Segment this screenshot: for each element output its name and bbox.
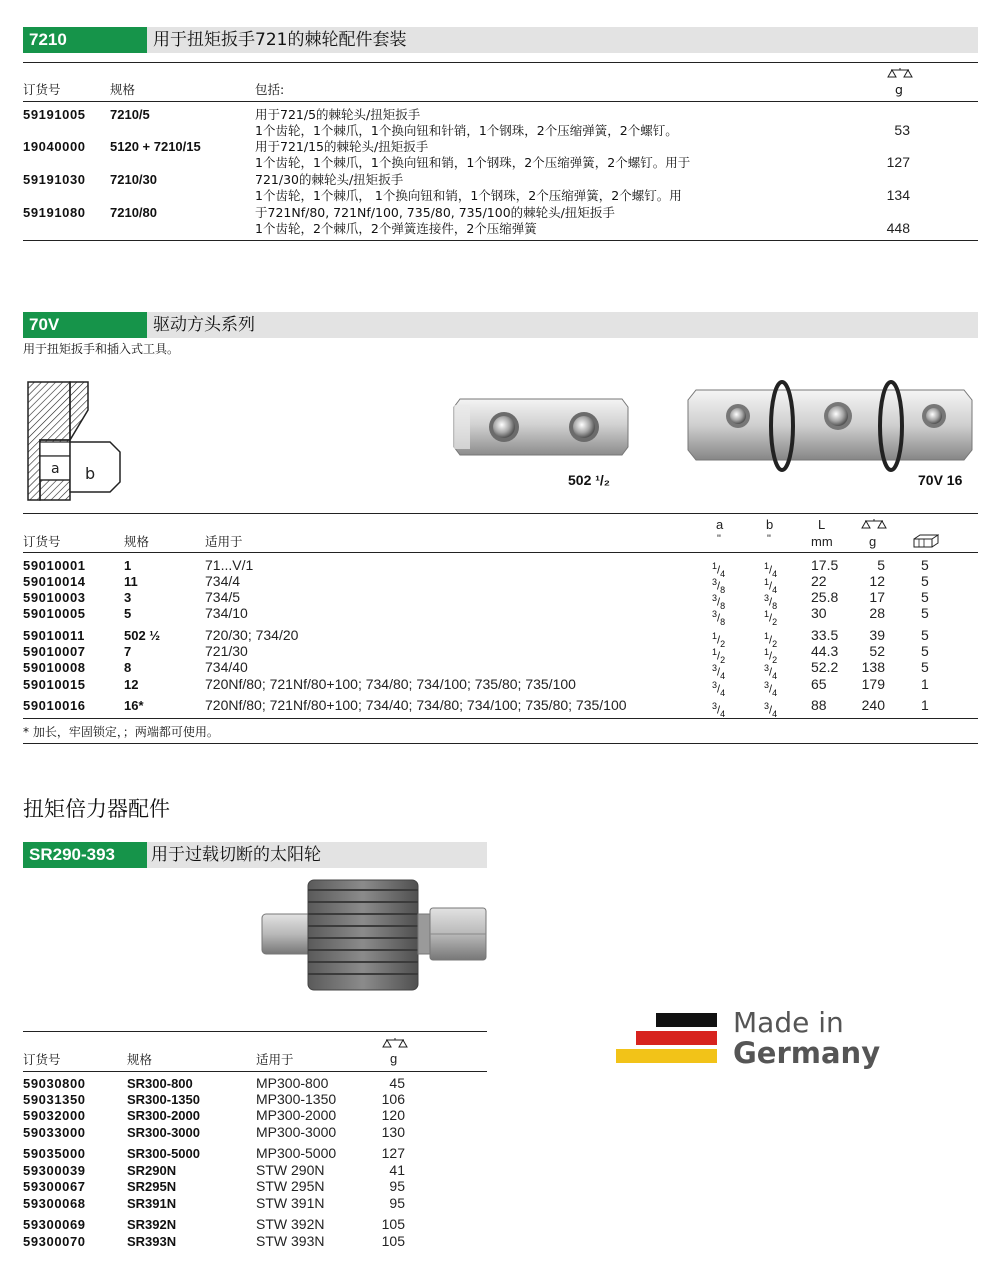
weight: 5 bbox=[877, 557, 885, 573]
table-end-rule bbox=[23, 240, 978, 241]
length-mm: 17.5 bbox=[811, 557, 839, 573]
spec: 5 bbox=[124, 606, 132, 621]
spec: 16* bbox=[124, 698, 144, 713]
spec: SR290N bbox=[127, 1163, 177, 1178]
fraction-denominator: 8 bbox=[720, 584, 726, 595]
spec: 11 bbox=[124, 574, 138, 589]
weight: 41 bbox=[389, 1162, 405, 1178]
weight: 95 bbox=[389, 1195, 405, 1211]
weight: 39 bbox=[869, 627, 885, 643]
fits-models: 71...V/1 bbox=[205, 557, 254, 573]
fraction-numerator: 3 bbox=[712, 701, 718, 711]
scale-icon bbox=[382, 1037, 408, 1050]
order-number: 59010016 bbox=[23, 698, 86, 713]
weight: 130 bbox=[381, 1124, 405, 1140]
fraction-slash: / bbox=[717, 704, 721, 717]
order-number: 59032000 bbox=[23, 1108, 86, 1123]
fraction-denominator: 4 bbox=[772, 708, 778, 719]
header-rule bbox=[23, 513, 978, 514]
fraction-numerator: 3 bbox=[764, 593, 770, 603]
includes-line: 1个齿轮，2个棘爪，2个弹簧连接件，2个压缩弹簧 bbox=[255, 221, 537, 236]
col-weight-header: g bbox=[390, 1051, 398, 1066]
weight: 138 bbox=[861, 659, 885, 675]
order-number: 19040000 bbox=[23, 139, 86, 154]
fraction-slash: / bbox=[769, 612, 773, 625]
spec: SR300-5000 bbox=[127, 1146, 200, 1161]
header-rule bbox=[23, 62, 978, 63]
fraction-slash: / bbox=[769, 596, 773, 609]
section-code: 7210 bbox=[23, 27, 147, 53]
weight: 120 bbox=[381, 1107, 405, 1123]
fraction-slash: / bbox=[717, 683, 721, 696]
spec: 7210/30 bbox=[110, 172, 157, 187]
fits-models: STW 290N bbox=[256, 1162, 325, 1178]
spec: SR300-1350 bbox=[127, 1092, 200, 1107]
col-spec-header: 规格 bbox=[110, 82, 136, 97]
fraction-slash: / bbox=[717, 634, 721, 647]
order-number: 59010007 bbox=[23, 644, 86, 659]
pack-qty: 5 bbox=[921, 627, 929, 643]
weight: 179 bbox=[861, 676, 885, 692]
order-number: 59035000 bbox=[23, 1146, 86, 1161]
pack-qty: 1 bbox=[921, 676, 929, 692]
col-b-unit: " bbox=[767, 533, 771, 545]
fraction-slash: / bbox=[769, 564, 773, 577]
fraction-denominator: 4 bbox=[772, 568, 778, 579]
diagram-label-b: b bbox=[85, 464, 96, 483]
fraction-a bbox=[712, 606, 725, 630]
order-number: 59010008 bbox=[23, 660, 86, 675]
spec: SR393N bbox=[127, 1234, 177, 1249]
pack-qty: 5 bbox=[921, 573, 929, 589]
spec: SR300-800 bbox=[127, 1076, 193, 1091]
fraction-numerator: 3 bbox=[712, 663, 718, 673]
fraction-numerator: 1 bbox=[764, 609, 770, 619]
col-order-header: 订货号 bbox=[23, 1052, 61, 1067]
section-code: 70V bbox=[23, 312, 147, 338]
footnote: * 加长，牢固锁定，；两端都可使用。 bbox=[23, 725, 219, 739]
includes-line: 于721Nf/80, 721Nf/100, 735/80, 735/100的棘轮头/扭矩扳手 bbox=[255, 205, 615, 220]
fraction-numerator: 1 bbox=[712, 631, 718, 641]
package-box-icon bbox=[913, 534, 939, 548]
section-subtitle: 用于扭矩扳手和插入式工具。 bbox=[23, 342, 180, 356]
fits-models: STW 295N bbox=[256, 1178, 325, 1194]
fraction-slash: / bbox=[769, 634, 773, 647]
weight: 134 bbox=[886, 187, 910, 203]
col-a-header: a bbox=[716, 517, 724, 532]
order-number: 59191005 bbox=[23, 107, 86, 122]
spec: 12 bbox=[124, 677, 139, 692]
order-number: 59031350 bbox=[23, 1092, 86, 1107]
fits-models: 720Nf/80; 721Nf/80+100; 734/80; 734/100; 735/80; 735/100 bbox=[205, 676, 576, 692]
section-heading: 扭矩倍力器配件 bbox=[23, 797, 170, 821]
fits-models: MP300-1350 bbox=[256, 1091, 337, 1107]
spec: SR295N bbox=[127, 1179, 177, 1194]
spec: 7210/5 bbox=[110, 107, 150, 122]
fits-models: 720/30; 734/20 bbox=[205, 627, 299, 643]
length-mm: 30 bbox=[811, 605, 827, 621]
spec: SR300-2000 bbox=[127, 1108, 200, 1123]
weight: 448 bbox=[886, 220, 910, 236]
order-number: 59191030 bbox=[23, 172, 86, 187]
flag-stripe-black bbox=[656, 1013, 717, 1027]
section-7210-header bbox=[23, 27, 978, 53]
weight: 240 bbox=[861, 697, 885, 713]
spec: SR391N bbox=[127, 1196, 177, 1211]
fraction-slash: / bbox=[769, 683, 773, 696]
pack-qty: 5 bbox=[921, 557, 929, 573]
fits-models: MP300-5000 bbox=[256, 1145, 337, 1161]
fraction-denominator: 4 bbox=[720, 568, 726, 579]
col-b-header: b bbox=[766, 517, 774, 532]
fraction-slash: / bbox=[769, 580, 773, 593]
order-number: 59010015 bbox=[23, 677, 86, 692]
fraction-numerator: 1 bbox=[764, 577, 770, 587]
fits-models: STW 391N bbox=[256, 1195, 325, 1211]
fraction-slash: / bbox=[769, 666, 773, 679]
fits-models: 734/10 bbox=[205, 605, 248, 621]
weight: 95 bbox=[389, 1178, 405, 1194]
fits-models: MP300-800 bbox=[256, 1075, 329, 1091]
fraction-denominator: 2 bbox=[772, 638, 778, 649]
fraction-denominator: 8 bbox=[772, 600, 778, 611]
includes-line: 用于721/15的棘轮头/扭矩扳手 bbox=[255, 139, 429, 154]
col-weight-header: g bbox=[895, 82, 903, 97]
order-number: 59030800 bbox=[23, 1076, 86, 1091]
fraction-numerator: 3 bbox=[712, 577, 718, 587]
pack-qty: 5 bbox=[921, 589, 929, 605]
order-number: 59010001 bbox=[23, 558, 86, 573]
order-number: 59300069 bbox=[23, 1217, 86, 1232]
weight: 12 bbox=[869, 573, 885, 589]
order-number: 59010005 bbox=[23, 606, 86, 621]
weight: 127 bbox=[886, 154, 910, 170]
fits-models: 720Nf/80; 721Nf/80+100; 734/40; 734/80; 734/100; 735/80; 735/100 bbox=[205, 697, 627, 713]
col-order-header: 订货号 bbox=[23, 82, 61, 97]
spec: 3 bbox=[124, 590, 132, 605]
photo-label-502: 502 ¹/₂ bbox=[568, 472, 611, 488]
fraction-numerator: 1 bbox=[764, 631, 770, 641]
spec: 1 bbox=[124, 558, 132, 573]
badge-line-1: Made in bbox=[733, 1006, 844, 1039]
drive-square-diagram bbox=[22, 380, 126, 502]
includes-line: 1个齿轮，1个棘爪， 1个换向钮和销，1个钢珠，2个压缩弹簧，2个螺钉。用 bbox=[255, 188, 682, 203]
fits-models: STW 392N bbox=[256, 1216, 325, 1232]
weight: 53 bbox=[894, 122, 910, 138]
fits-models: STW 393N bbox=[256, 1233, 325, 1249]
footnote-rule bbox=[23, 718, 978, 719]
length-mm: 88 bbox=[811, 697, 827, 713]
fraction-slash: / bbox=[717, 666, 721, 679]
weight: 127 bbox=[381, 1145, 405, 1161]
fraction-denominator: 2 bbox=[720, 638, 726, 649]
fraction-numerator: 3 bbox=[712, 593, 718, 603]
spec: SR300-3000 bbox=[127, 1125, 200, 1140]
order-number: 59010014 bbox=[23, 574, 86, 589]
col-spec-header: 规格 bbox=[124, 534, 150, 549]
fraction-denominator: 4 bbox=[772, 687, 778, 698]
fraction-denominator: 4 bbox=[720, 670, 726, 681]
fraction-numerator: 3 bbox=[764, 701, 770, 711]
fraction-numerator: 1 bbox=[712, 561, 718, 571]
fits-models: 721/30 bbox=[205, 643, 248, 659]
fraction-numerator: 3 bbox=[764, 663, 770, 673]
length-mm: 65 bbox=[811, 676, 827, 692]
pack-qty: 5 bbox=[921, 643, 929, 659]
length-mm: 25.8 bbox=[811, 589, 839, 605]
header-rule bbox=[23, 101, 978, 102]
spec: SR392N bbox=[127, 1217, 177, 1232]
fraction-numerator: 1 bbox=[764, 647, 770, 657]
spec: 5120 + 7210/15 bbox=[110, 139, 201, 154]
fraction-denominator: 2 bbox=[720, 654, 726, 665]
weight: 105 bbox=[381, 1216, 405, 1232]
fraction-slash: / bbox=[769, 650, 773, 663]
length-mm: 22 bbox=[811, 573, 827, 589]
fits-models: 734/40 bbox=[205, 659, 248, 675]
length-mm: 52.2 bbox=[811, 659, 839, 675]
col-for-header: 适用于 bbox=[256, 1052, 294, 1067]
weight: 28 bbox=[869, 605, 885, 621]
col-length-header: L bbox=[818, 517, 826, 532]
weight: 105 bbox=[381, 1233, 405, 1249]
col-includes-header: 包括: bbox=[255, 82, 285, 97]
drive-square-70v16-photo bbox=[686, 378, 974, 476]
fraction-numerator: 1 bbox=[712, 647, 718, 657]
made-in-germany-badge bbox=[616, 1006, 886, 1074]
spec: 7 bbox=[124, 644, 132, 659]
order-number: 59300067 bbox=[23, 1179, 86, 1194]
col-a-unit: " bbox=[717, 533, 721, 545]
fraction-denominator: 2 bbox=[772, 654, 778, 665]
fraction-slash: / bbox=[717, 580, 721, 593]
fraction-denominator: 4 bbox=[720, 708, 726, 719]
header-rule bbox=[23, 552, 978, 553]
spec: 7210/80 bbox=[110, 205, 157, 220]
header-rule bbox=[23, 1071, 487, 1072]
weight: 17 bbox=[869, 589, 885, 605]
order-number: 59300039 bbox=[23, 1163, 86, 1178]
section-title: 用于扭矩扳手721的棘轮配件套装 bbox=[153, 30, 407, 50]
sun-gear-photo bbox=[258, 876, 490, 992]
fraction-slash: / bbox=[769, 704, 773, 717]
fraction-denominator: 4 bbox=[720, 687, 726, 698]
fraction-denominator: 8 bbox=[720, 600, 726, 611]
fits-models: MP300-3000 bbox=[256, 1124, 337, 1140]
table-end-rule bbox=[23, 743, 978, 744]
fraction-numerator: 3 bbox=[712, 680, 718, 690]
fraction-denominator: 4 bbox=[772, 584, 778, 595]
section-title: 用于过载切断的太阳轮 bbox=[151, 845, 321, 865]
length-mm: 33.5 bbox=[811, 627, 839, 643]
section-sr290-header bbox=[23, 842, 487, 868]
diagram-label-a: a bbox=[51, 461, 60, 477]
photo-label-70v16: 70V 16 bbox=[918, 472, 963, 488]
pack-qty: 5 bbox=[921, 659, 929, 675]
badge-line-2: Germany bbox=[733, 1036, 881, 1070]
fraction-numerator: 3 bbox=[712, 609, 718, 619]
order-number: 59191080 bbox=[23, 205, 86, 220]
includes-line: 1个齿轮，1个棘爪，1个换向钮和针销，1个钢珠，2个压缩弹簧，2个螺钉。 bbox=[255, 123, 678, 138]
order-number: 59300070 bbox=[23, 1234, 86, 1249]
order-number: 59300068 bbox=[23, 1196, 86, 1211]
fraction-numerator: 3 bbox=[764, 680, 770, 690]
order-number: 59010011 bbox=[23, 628, 85, 643]
spec: 502 ½ bbox=[124, 628, 161, 643]
order-number: 59033000 bbox=[23, 1125, 86, 1140]
drive-square-502-photo bbox=[452, 393, 630, 461]
fits-models: MP300-2000 bbox=[256, 1107, 337, 1123]
col-length-unit: mm bbox=[811, 534, 833, 549]
fraction-denominator: 4 bbox=[772, 670, 778, 681]
section-title: 驱动方头系列 bbox=[153, 315, 255, 335]
fraction-b bbox=[764, 606, 777, 630]
weight: 45 bbox=[389, 1075, 405, 1091]
includes-line: 用于721/5的棘轮头/扭矩扳手 bbox=[255, 107, 421, 122]
fraction-denominator: 2 bbox=[772, 616, 778, 627]
fraction-slash: / bbox=[717, 564, 721, 577]
scale-icon bbox=[861, 518, 887, 531]
pack-qty: 1 bbox=[921, 697, 929, 713]
flag-stripe-red bbox=[636, 1031, 717, 1045]
includes-line: 721/30的棘轮头/扭矩扳手 bbox=[255, 172, 404, 187]
fraction-slash: / bbox=[717, 650, 721, 663]
fraction-numerator: 1 bbox=[764, 561, 770, 571]
col-spec-header: 规格 bbox=[127, 1052, 153, 1067]
weight: 52 bbox=[869, 643, 885, 659]
weight: 106 bbox=[381, 1091, 405, 1107]
fits-models: 734/4 bbox=[205, 573, 241, 589]
fraction-slash: / bbox=[717, 612, 721, 625]
flag-stripe-gold bbox=[616, 1049, 717, 1063]
fraction-slash: / bbox=[717, 596, 721, 609]
col-weight-header: g bbox=[869, 534, 877, 549]
col-for-header: 适用于 bbox=[205, 534, 243, 549]
order-number: 59010003 bbox=[23, 590, 86, 605]
scale-icon bbox=[887, 67, 913, 80]
pack-qty: 5 bbox=[921, 605, 929, 621]
length-mm: 44.3 bbox=[811, 643, 839, 659]
includes-line: 1个齿轮，1个棘爪，1个换向钮和销，1个钢珠，2个压缩弹簧，2个螺钉。用于 bbox=[255, 155, 691, 170]
section-code: SR290-393 bbox=[23, 842, 147, 868]
fraction-denominator: 8 bbox=[720, 616, 726, 627]
fits-models: 734/5 bbox=[205, 589, 241, 605]
header-rule bbox=[23, 1031, 487, 1032]
spec: 8 bbox=[124, 660, 132, 675]
section-70v-header bbox=[23, 312, 978, 338]
col-order-header: 订货号 bbox=[23, 534, 61, 549]
